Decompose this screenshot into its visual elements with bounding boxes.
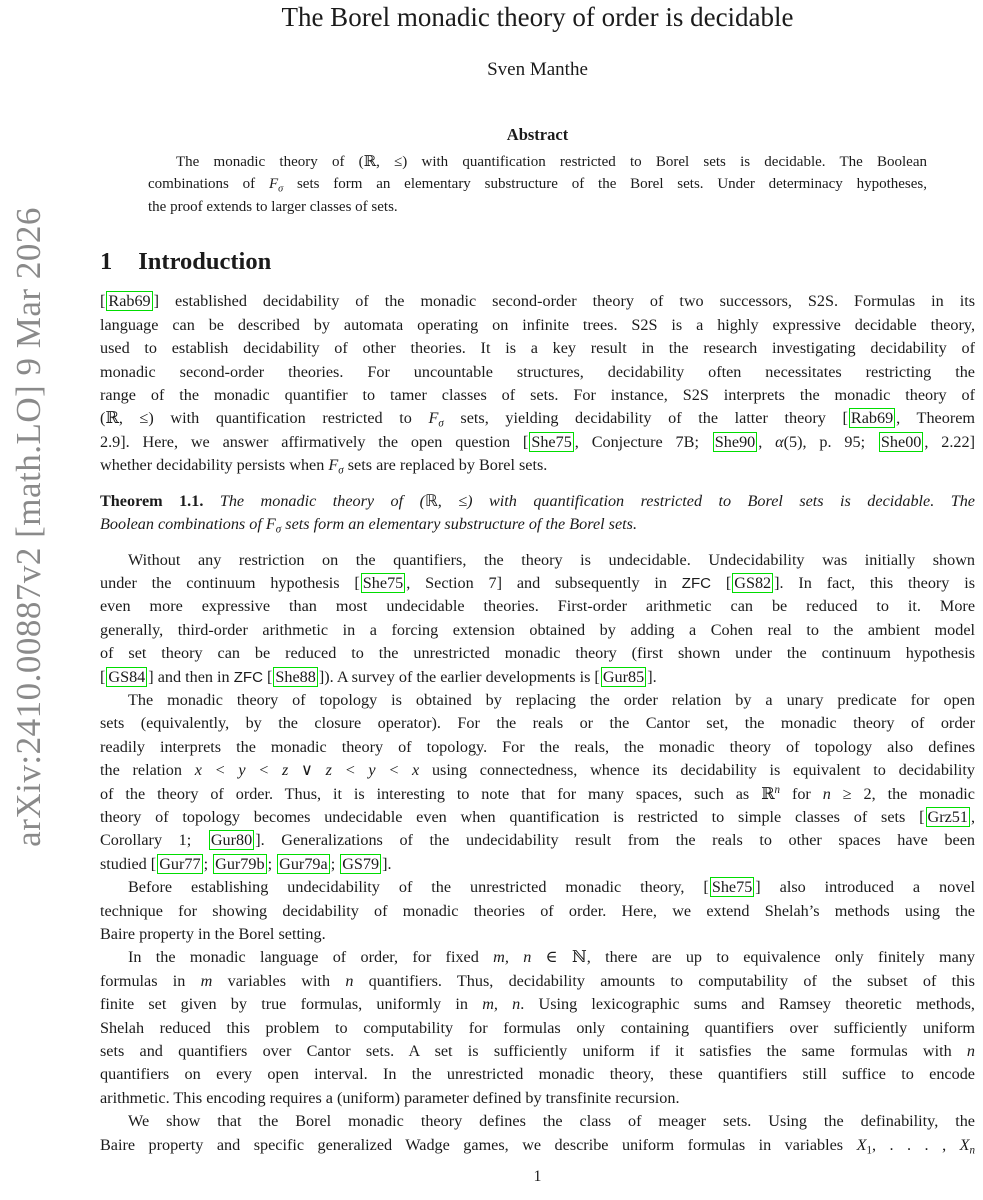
text-segment: F	[328, 456, 339, 475]
section-number: 1	[100, 248, 113, 276]
text-segment: variables with	[212, 971, 346, 990]
text-segment: sets form an elementary substructure of the Borel sets. Under determinacy hypotheses,	[283, 176, 927, 193]
text-line	[100, 384, 975, 407]
text-line	[100, 513, 975, 536]
text-segment: sets, yielding decidability of the latter theory [	[443, 409, 848, 428]
text-line	[100, 361, 975, 384]
text-segment: of set theory can be reduced to the unrestricted monadic theory (first shown under the continuum hypothesis	[100, 644, 975, 663]
abstract-text	[148, 151, 927, 218]
text-line	[100, 736, 975, 759]
text-segment: n	[345, 971, 354, 990]
citation-link[interactable]: Gur85	[602, 667, 645, 686]
text-segment: α	[775, 432, 784, 451]
text-segment: ]. In fact, this theory is	[774, 573, 976, 592]
text-line	[148, 173, 927, 195]
text-segment: σ	[275, 523, 282, 536]
text-segment: using connectedness, whence its decidability is equivalent to decidability	[419, 761, 975, 780]
text-segment: sets form an elementary substructure of the Borel sets.	[281, 515, 638, 534]
paper-title: The Borel monadic theory of order is decidable	[281, 2, 794, 32]
text-segment: even more expressive than most undecidable theories. First-order arithmetic can be reduced to it. More	[100, 597, 975, 616]
text-line	[100, 829, 975, 852]
text-segment: under the continuum hypothesis [	[100, 573, 360, 592]
text-segment: Theorem 1.1.	[100, 491, 204, 510]
text-segment: F	[428, 409, 439, 428]
author-name: Sven Manthe	[487, 59, 588, 81]
text-segment: m	[200, 971, 213, 990]
text-line	[100, 712, 975, 735]
text-segment: n	[822, 784, 831, 803]
text-segment: ;	[203, 854, 213, 873]
text-segment: (5), p. 95;	[783, 432, 878, 451]
text-segment: sets are replaced by Borel sets.	[343, 456, 548, 475]
text-line	[100, 1040, 975, 1063]
text-segment: 2.9]. Here, we answer affirmatively the open question [	[100, 432, 529, 451]
text-line	[100, 314, 975, 337]
text-segment: The monadic theory of (ℝ, ≤) with quantification restricted to Borel sets is decidable. The Boolean	[176, 154, 927, 171]
para-block	[100, 1110, 975, 1157]
text-segment: m, n	[482, 995, 521, 1014]
text-line	[100, 666, 975, 689]
text-segment: . Using lexicographic sums and Ramsey theoretic methods,	[520, 995, 975, 1014]
text-segment: We show that the Borel monadic theory defines the class of meager sets. Using the definability, the	[128, 1112, 975, 1131]
text-segment: whether decidability persists when	[100, 456, 329, 475]
text-segment: quantifiers on every open interval. In the unrestricted monadic theory, these quantifiers still suffice to encode	[100, 1065, 975, 1084]
text-segment: F	[268, 176, 279, 193]
text-segment: combinations of	[148, 176, 269, 193]
text-segment: Corollary 1;	[100, 831, 208, 850]
text-segment: , Conjecture 7B;	[574, 432, 712, 451]
citation-link[interactable]: She75	[711, 878, 753, 897]
text-segment: σ	[278, 183, 284, 195]
text-segment: theory of topology becomes undecidable even when quantification is restricted to simple classes of sets [	[100, 807, 925, 826]
text-segment: language can be described by automata operating on infinite trees. S2S is a highly expressive decidable theory,	[100, 315, 975, 334]
text-segment: technique for showing decidability of monadic theories of order. Here, we extend Shelah’s methods using the	[100, 901, 975, 920]
text-segment: , . . . ,	[871, 1135, 960, 1154]
text-segment: The monadic theory of topology is obtained by replacing the order relation by a unary predicate for open	[128, 690, 975, 709]
text-segment: σ	[438, 417, 444, 430]
text-segment: Without any restriction on the quantifiers, the theory is undecidable. Undecidability was initially shown	[128, 550, 975, 569]
text-line	[100, 290, 975, 313]
text-line	[100, 337, 975, 360]
para-block	[100, 876, 975, 946]
page-number: 1	[533, 1168, 542, 1185]
text-segment: σ	[338, 464, 344, 477]
text-line	[100, 1017, 975, 1040]
citation-link[interactable]: Gur77	[159, 854, 201, 873]
text-line	[100, 642, 975, 665]
text-segment: ] and then in	[148, 667, 234, 686]
text-segment: ≥ 2, the monadic	[830, 784, 975, 803]
text-segment: the proof extends to larger classes of sets.	[148, 198, 398, 215]
paper-content	[100, 0, 975, 1157]
text-segment: studied [	[100, 854, 157, 873]
text-segment: The monadic theory of (ℝ, ≤) with quantification restricted to Borel sets is decidable. The	[203, 491, 975, 510]
text-segment: ] established decidability of the monadic second-order theory of two successors, S2S. Formulas in its	[153, 292, 975, 311]
text-segment: m, n	[493, 948, 532, 967]
text-segment: [	[100, 292, 106, 311]
text-line	[100, 1134, 975, 1157]
text-segment: ,	[970, 807, 975, 826]
citation-link[interactable]: Gur79b	[215, 854, 265, 873]
text-segment: formulas in	[100, 971, 201, 990]
text-segment: ∈ ℕ, there are up to equivalence only finitely many	[531, 948, 975, 967]
text-segment: sets (equivalently, by the closure operator). For the reals or the Cantor set, the monadic theory of order	[100, 714, 975, 733]
citation-link[interactable]: She88	[275, 667, 316, 686]
text-segment: finite set given by true formulas, uniformly in	[100, 995, 483, 1014]
text-line	[100, 806, 975, 829]
text-line	[100, 595, 975, 618]
text-segment: quantifiers. Thus, decidability amounts to computability of the subset of this	[353, 971, 975, 990]
para-block	[100, 946, 975, 1110]
para-block	[100, 290, 975, 477]
text-line	[100, 759, 975, 782]
text-segment: sets and quantifiers over Cantor sets. A set is sufficiently uniform if it satisfies the same formulas with	[100, 1042, 967, 1061]
text-segment: [	[262, 667, 273, 686]
citation-link[interactable]: She00	[880, 432, 922, 451]
citation-link[interactable]: Rab69	[108, 292, 151, 311]
text-segment: n	[966, 1042, 975, 1061]
text-line	[100, 1063, 975, 1086]
text-segment: arithmetic. This encoding requires a (uniform) parameter defined by transfinite recursion.	[100, 1088, 680, 1107]
text-segment: Shelah reduced this problem to computability for formulas only containing quantifiers over sufficiently uniform	[100, 1018, 975, 1037]
text-line	[100, 853, 975, 876]
text-segment: n	[969, 1144, 976, 1157]
text-line	[100, 946, 975, 969]
text-line	[100, 431, 975, 454]
para-block	[100, 549, 975, 689]
text-line	[100, 783, 975, 806]
text-segment: Baire property in the Borel setting.	[100, 925, 326, 943]
citation-link[interactable]: GS82	[734, 573, 772, 592]
text-segment: Before establishing undecidability of the unrestricted monadic theory, [	[128, 878, 709, 897]
para-block	[100, 689, 975, 876]
text-line	[100, 454, 975, 477]
paper-body	[100, 290, 975, 1157]
text-segment: , Section 7] and subsequently in	[406, 573, 682, 592]
text-segment: ,	[758, 432, 776, 451]
citation-link[interactable]: Gur80	[210, 831, 253, 850]
text-line	[100, 490, 975, 513]
text-segment: monadic second-order theories. For uncountable structures, decidability often necessitates restricting the	[100, 362, 975, 381]
text-segment: ] also introduced a novel	[755, 878, 975, 897]
text-segment: ]. Generalizations of the undecidability result from the reals to other spaces have been	[255, 831, 975, 850]
text-line	[100, 1110, 975, 1133]
text-segment: 1	[866, 1144, 872, 1157]
text-line	[100, 900, 975, 923]
text-segment: of the theory of order. Thus, it is interesting to note that for many spaces, such as ℝ	[100, 784, 775, 803]
text-segment: z < y < x	[325, 761, 420, 780]
text-segment: for	[780, 784, 823, 803]
text-segment: readily interprets the monadic theory of topology. For the reals, the monadic theory of topology also defines	[100, 737, 975, 756]
section-title: Introduction	[138, 248, 272, 276]
text-segment: [	[711, 573, 732, 592]
abstract-heading: Abstract	[506, 125, 569, 145]
text-line	[100, 993, 975, 1016]
citation-link[interactable]: She75	[531, 432, 572, 451]
text-line	[100, 572, 975, 595]
citation-link[interactable]: GS79	[342, 854, 380, 873]
text-line	[100, 876, 975, 899]
text-line	[100, 549, 975, 572]
text-segment: generally, third-order arithmetic in a forcing extension obtained by adding a Cohen real to the ambient model	[100, 620, 975, 639]
text-segment: n	[774, 783, 781, 796]
text-line	[100, 689, 975, 712]
text-segment: Boolean combinations of F	[100, 515, 276, 534]
text-segment: used to establish decidability of other theories. It is a key result in the research investigating decidability of	[100, 339, 975, 358]
text-segment: ].	[382, 854, 392, 873]
text-line	[148, 196, 927, 218]
text-segment: [	[100, 667, 106, 686]
citation-link[interactable]: Rab69	[850, 409, 894, 428]
section-heading	[100, 248, 975, 276]
arxiv-watermark: arXiv:2410.00887v2 [math.LO] 9 Mar 2026	[9, 207, 48, 847]
text-segment: ;	[330, 854, 340, 873]
text-segment: X	[856, 1135, 867, 1154]
text-segment: In the monadic language of order, for fixed	[128, 948, 494, 967]
text-segment: ZFC	[233, 668, 263, 686]
text-segment: ;	[267, 854, 277, 873]
text-line	[148, 151, 927, 173]
citation-link[interactable]: She75	[362, 573, 404, 592]
text-segment: ∨	[288, 761, 326, 780]
text-line	[100, 1087, 975, 1110]
citation-link[interactable]: Grz51	[927, 807, 968, 826]
text-segment: (ℝ, ≤) with quantification restricted to	[100, 409, 429, 428]
text-segment: range of the monadic quantifier to tamer classes of sets. For instance, S2S interprets the monadic theory of	[100, 386, 975, 405]
text-line	[100, 619, 975, 642]
text-segment: ].	[647, 667, 657, 686]
text-line	[100, 923, 975, 946]
citation-link[interactable]: GS84	[108, 667, 146, 686]
citation-link[interactable]: Gur79a	[279, 854, 328, 873]
citation-link[interactable]: She90	[714, 432, 756, 451]
text-segment: Baire property and specific generalized Wadge games, we describe uniform formulas in variables	[100, 1135, 857, 1154]
text-segment: the relation	[100, 761, 195, 780]
abstract-block	[148, 151, 927, 218]
text-segment: ZFC	[681, 574, 712, 592]
text-line	[100, 407, 975, 430]
theorem-block	[100, 490, 975, 537]
text-segment: X	[959, 1135, 970, 1154]
text-segment: , Theorem	[896, 409, 975, 428]
text-line	[100, 970, 975, 993]
text-segment: ]). A survey of the earlier developments is [	[318, 667, 600, 686]
text-segment: x < y < z	[194, 761, 289, 780]
text-segment: , 2.22]	[924, 432, 975, 451]
